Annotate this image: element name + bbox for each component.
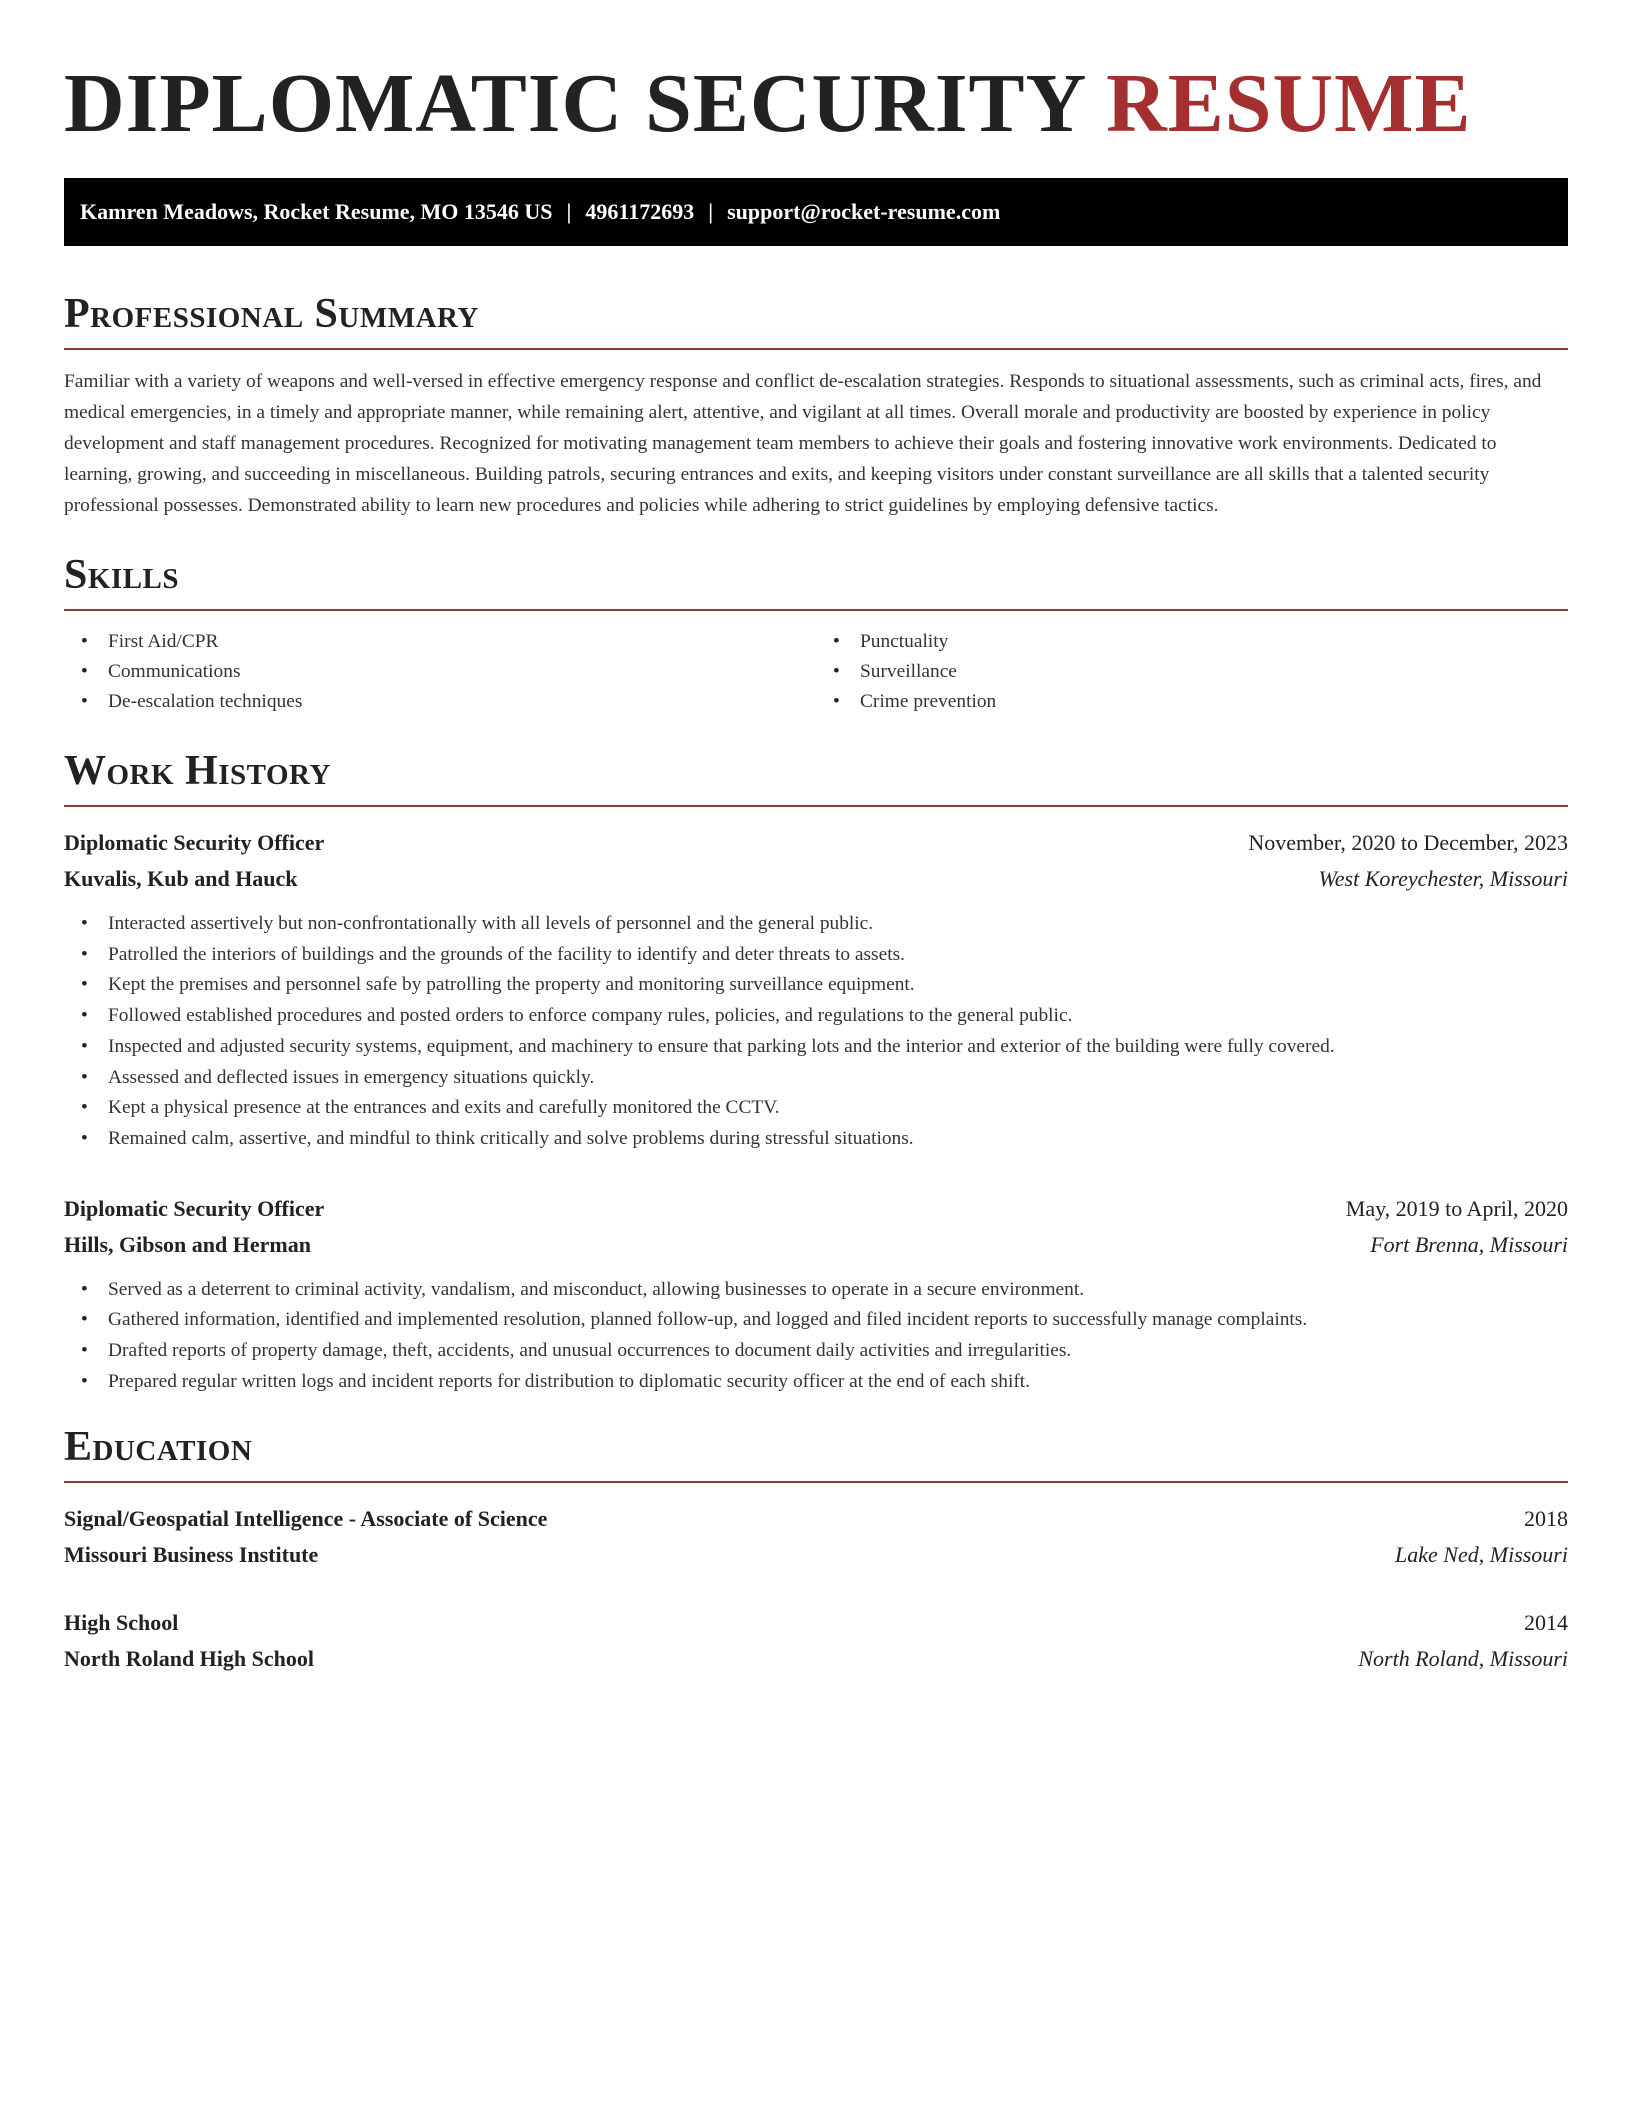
section-divider bbox=[64, 1481, 1568, 1483]
job-title: Diplomatic Security Officer bbox=[64, 1195, 325, 1221]
contact-phone: 4961172693 bbox=[585, 199, 695, 224]
job-entry bbox=[64, 1191, 1568, 1398]
skill-item: • Punctuality bbox=[860, 627, 1568, 657]
duty-item: • Kept the premises and personnel safe by patrolling the property and monitoring surveillance equipment. bbox=[108, 970, 1568, 1001]
duty-item: • Kept a physical presence at the entrances and exits and carefully monitored the CCTV. bbox=[108, 1093, 1568, 1124]
job-title: Diplomatic Security Officer bbox=[64, 830, 325, 855]
skills-column-right bbox=[816, 627, 1568, 717]
skills-section bbox=[64, 551, 1568, 717]
education-entry bbox=[64, 1605, 1568, 1677]
title-main: DIPLOMATIC SECURITY bbox=[64, 57, 1085, 150]
skills-grid bbox=[64, 627, 1568, 717]
contact-address: Kamren Meadows, Rocket Resume, MO 13546 US bbox=[80, 199, 553, 224]
education-school-row bbox=[64, 1537, 1568, 1573]
education-school: North Roland High School bbox=[64, 1646, 314, 1672]
duty-item: • Drafted reports of property damage, theft, accidents, and unusual occurrences to document daily activities and irregularities. bbox=[108, 1336, 1568, 1367]
skills-column-left bbox=[64, 627, 816, 717]
education-degree: High School bbox=[64, 1610, 179, 1636]
contact-separator: | bbox=[566, 199, 572, 224]
education-heading: Education bbox=[64, 1424, 253, 1471]
section-divider bbox=[64, 609, 1568, 611]
education-entry bbox=[64, 1501, 1568, 1573]
title-accent: RESUME bbox=[1106, 57, 1472, 150]
skills-heading: Skills bbox=[64, 552, 180, 598]
summary-section bbox=[64, 290, 1568, 521]
resume-title bbox=[64, 0, 1568, 156]
work-history-section bbox=[64, 747, 1568, 1397]
job-company: Hills, Gibson and Herman bbox=[64, 1231, 311, 1257]
duty-item: • Inspected and adjusted security systems, equipment, and machinery to ensure that parking lots and the interior and exterior of the building were fully covered. bbox=[108, 1032, 1568, 1063]
job-header-row bbox=[64, 825, 1568, 861]
summary-heading: Professional Summary bbox=[64, 291, 479, 337]
section-divider bbox=[64, 348, 1568, 350]
work-history-heading: Work History bbox=[64, 748, 331, 794]
skill-item: • Surveillance bbox=[860, 657, 1568, 687]
duty-item: • Assessed and deflected issues in emergency situations quickly. bbox=[108, 1063, 1568, 1094]
education-location: Lake Ned, Missouri bbox=[1395, 1542, 1568, 1568]
section-divider bbox=[64, 805, 1568, 807]
skill-item: • Communications bbox=[108, 657, 816, 687]
job-company-row bbox=[64, 1227, 1568, 1263]
duty-item: • Prepared regular written logs and incident reports for distribution to diplomatic security officer at the end of each shift. bbox=[108, 1367, 1568, 1398]
education-school-row bbox=[64, 1641, 1568, 1677]
contact-email: support@rocket-resume.com bbox=[727, 199, 1001, 224]
skill-item: • Crime prevention bbox=[860, 687, 1568, 717]
contact-bar bbox=[64, 178, 1568, 246]
job-duties bbox=[64, 909, 1568, 1155]
education-location: North Roland, Missouri bbox=[1358, 1646, 1568, 1672]
resume-page bbox=[64, 0, 1568, 1677]
education-year: 2014 bbox=[1524, 1610, 1568, 1636]
education-degree-row bbox=[64, 1605, 1568, 1641]
job-header-row bbox=[64, 1191, 1568, 1227]
education-degree-row bbox=[64, 1501, 1568, 1537]
job-location: Fort Brenna, Missouri bbox=[1370, 1231, 1568, 1257]
summary-text: Familiar with a variety of weapons and well-versed in effective emergency response and conflict de-escalation strategies. Responds to situational assessments, such as criminal acts, fires, and medical emergencies, in a timely and appropriate manner, while remaining alert, attentive, and vigilant at all times. Overall morale and productivity are boosted by experience in policy development and staff management procedures. Recognized for motivating management team members to achieve their goals and fostering innovative work environments. Dedicated to learning, growing, and succeeding in miscellaneous. Building patrols, securing entrances and exits, and keeping visitors under constant surveillance are all skills that a talented security professional possesses. Demonstrated ability to learn new procedures and policies while adhering to strict guidelines by employing defensive tactics. bbox=[64, 371, 1542, 516]
education-school: Missouri Business Institute bbox=[64, 1542, 319, 1568]
job-company-row bbox=[64, 861, 1568, 897]
skill-item: • De-escalation techniques bbox=[108, 687, 816, 717]
job-entry bbox=[64, 825, 1568, 1155]
duty-item: • Gathered information, identified and implemented resolution, planned follow-up, and logged and filed incident reports to successfully manage complaints. bbox=[108, 1305, 1568, 1336]
education-section bbox=[64, 1423, 1568, 1677]
contact-separator: | bbox=[708, 199, 714, 224]
duty-item: • Interacted assertively but non-confrontationally with all levels of personnel and the general public. bbox=[108, 909, 1568, 940]
duty-item: • Served as a deterrent to criminal activity, vandalism, and misconduct, allowing businesses to operate in a secure environment. bbox=[108, 1275, 1568, 1306]
job-dates: November, 2020 to December, 2023 bbox=[1248, 830, 1568, 855]
duty-item: • Followed established procedures and posted orders to enforce company rules, policies, and regulations to the general public. bbox=[108, 1001, 1568, 1032]
education-year: 2018 bbox=[1524, 1506, 1568, 1532]
job-location: West Koreychester, Missouri bbox=[1318, 866, 1568, 891]
duty-item: • Patrolled the interiors of buildings and the grounds of the facility to identify and deter threats to assets. bbox=[108, 940, 1568, 971]
job-company: Kuvalis, Kub and Hauck bbox=[64, 866, 298, 891]
skill-item: • First Aid/CPR bbox=[108, 627, 816, 657]
education-degree: Signal/Geospatial Intelligence - Associate of Science bbox=[64, 1506, 548, 1532]
job-duties bbox=[64, 1275, 1568, 1398]
duty-item: • Remained calm, assertive, and mindful to think critically and solve problems during stressful situations. bbox=[108, 1124, 1568, 1155]
job-dates: May, 2019 to April, 2020 bbox=[1345, 1195, 1568, 1221]
